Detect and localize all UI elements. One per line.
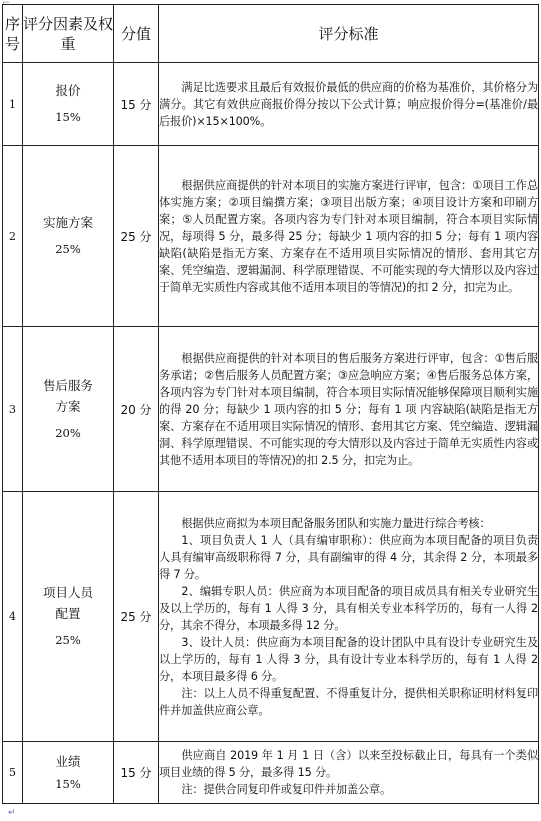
factor-name: 报价 [55,83,81,98]
table-row [3,146,539,327]
standard-paragraph: 根据供应商提供的针对本项目的售后服务方案进行评审，包含：①售后服务承诺；②售后服务人员配置方案；③应急响应方案；④售后服务总体方案，各项内容为专门针对本项目编制，符合本项目实际情况能够保障项目顺利实施的得 20 分；每缺少 1 项内容的扣 5 分；每有 1 项 内容缺陷(缺陷是指无方案、方案存在不适用项目实际情况的情形、套用其它方案、凭空编造、逻辑漏洞、科学原理错误、不可能实现的夸大情形以及内容过于简单无实质性内容或其他不适用本项目的等情况)的扣 2.5 分，扣完为止。 [159,351,538,467]
factor-weight: 15% [55,776,81,791]
standard-paragraph: 注：以上人员不得重复配置、不得重复计分，提供相关职称证明材料复印件并加盖供应商公章。 [159,686,538,717]
row-no: 1 [3,63,23,146]
standard-paragraph: 根据供应商提供的针对本项目的实施方案进行评审，包含：①项目工作总体实施方案；②项目编撰方案；③项目出版方案；④项目设计方案和印刷方案；⑤人员配置方案。各项内容为专门针对本项目编制，符合本项目实际情况，每项得 5 分，最多得 25 分；每缺少 1 项内容的扣 5 分；每有 1 项内容缺陷(缺陷是指无方案、方案存在不适用项目实际情况的情形、套用其它方案、凭空编造、逻辑漏洞、科学原理错误、不可能实现的夸大情形以及内容过于简单无实质性内容或其他不适用本项目的等情况)的扣 2 分，扣完为止。 [159,178,538,294]
factor-weight: 20% [55,425,81,440]
header-factor: 评分因素及权重 [23,5,114,63]
factor-name: 项目人员配置 [42,585,93,621]
header-score: 分值 [114,5,159,63]
row-standard [159,63,539,146]
row-no: 4 [3,492,23,742]
row-no: 5 [3,742,23,804]
standard-paragraph: 注：提供合同复印件或复印件并加盖公章。 [181,783,392,796]
factor-weight: 25% [55,633,81,647]
row-factor [23,327,114,492]
standard-paragraph: 1、项目负责人 1 人（具有编审职称）：供应商为本项目配备的项目负责人具有编审高级职称得 7 分，具有副编审的得 4 分，其余得 2 分，本项最多得 7 分。 [159,533,538,581]
row-score: 15 分 [114,63,159,146]
row-factor [23,492,114,742]
header-no: 序号 [3,5,23,63]
header-standard: 评分标准 [159,5,539,63]
table-row [3,492,539,742]
standard-paragraph: 2、编辑专职人员：供应商为本项目配备的项目成员具有相关专业研究生及以上学历的，每有 1 人得 3 分，具有相关专业本科学历的，每有一人得 2 分，其余不得分，本项最多得 12 分。 [159,584,538,632]
factor-name: 业绩 [55,753,81,769]
corner-mark: ⌐ [2,0,11,9]
standard-paragraph: 3、设计人员：供应商为本项目配备的设计团队中具有设计专业研究生及以上学历的，每有 1 人得 3 分，具有设计专业本科学历的，每有 1 人得 2 分，本项目最多得 6 分。 [159,635,538,683]
table-row [3,63,539,146]
row-standard [159,146,539,327]
row-standard [159,492,539,742]
standard-paragraph: 根据供应商拟为本项目配备服务团队和实施力量进行综合考核： [181,516,491,530]
factor-weight: 25% [55,242,81,256]
row-factor [23,146,114,327]
row-score: 25 分 [114,492,159,742]
row-factor [23,742,114,804]
row-factor [23,63,114,146]
row-score: 15 分 [114,742,159,804]
standard-paragraph: 满足比选要求且最后有效报价最低的供应商的价格为基准价，其价格分为满分。其它有效供应商报价得分按以下公式计算；响应报价得分=(基准价/最后报价)×15×100%。 [159,80,538,128]
row-standard [159,327,539,492]
row-no: 2 [3,146,23,327]
scoring-table [2,4,539,804]
paragraph-mark: ↵ [8,808,16,818]
table-row [3,742,539,804]
factor-weight: 15% [55,110,81,124]
row-score: 20 分 [114,327,159,492]
header-row [3,5,539,63]
factor-name: 实施方案 [42,215,93,230]
row-no: 3 [3,327,23,492]
factor-name: 售后服务方案 [42,377,93,414]
table-row [3,327,539,492]
standard-paragraph: 供应商自 2019 年 1 月 1 日（含）以来至投标截止日，每具有一个类似项目业绩的得 5 分，最多得 15 分。 [159,749,538,779]
row-score: 25 分 [114,146,159,327]
row-standard [159,742,539,804]
